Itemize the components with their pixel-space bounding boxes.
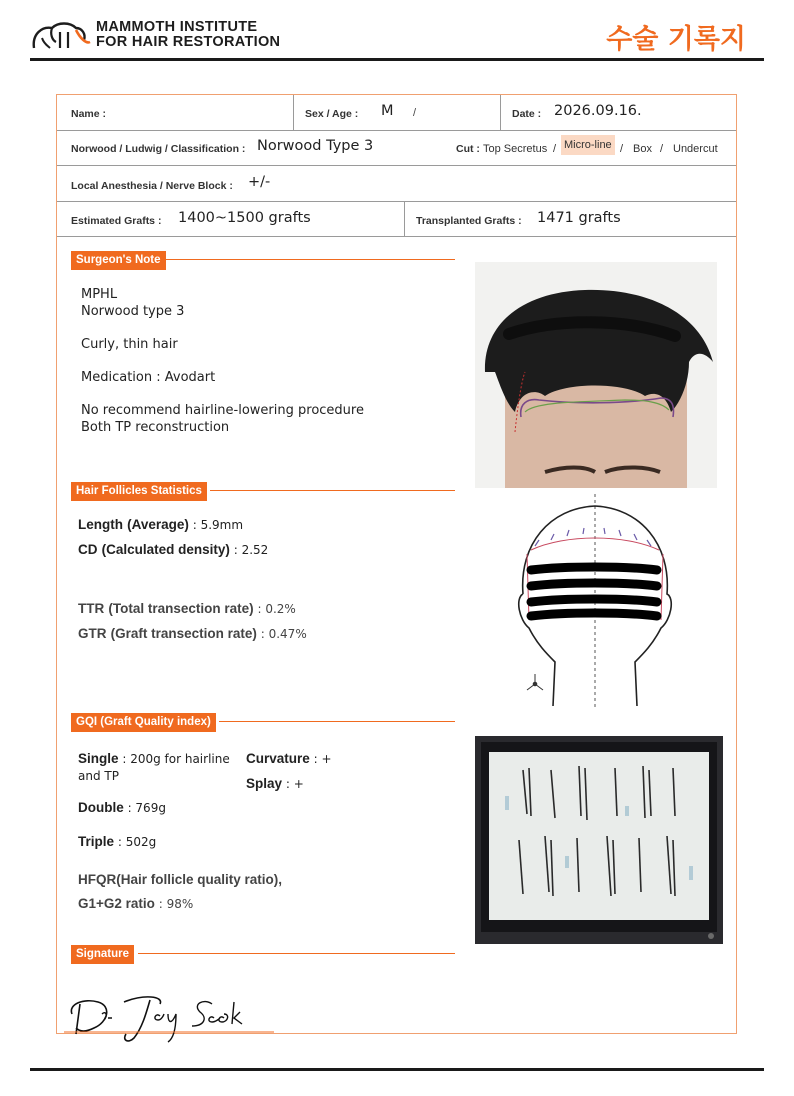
cut-option-undercut[interactable]: Undercut	[673, 143, 718, 155]
section-rule	[219, 721, 455, 722]
ttr-value: : 0.2%	[253, 602, 296, 616]
note-line: Medication : Avodart	[81, 370, 216, 385]
signature-header: Signature	[71, 945, 134, 964]
logo-line1: MAMMOTH INSTITUTE	[96, 19, 258, 35]
triple-value: : 502g	[114, 835, 157, 849]
curvature-stat	[246, 751, 332, 767]
single-label: Single	[78, 751, 119, 766]
note-line: Curly, thin hair	[81, 337, 178, 352]
single-stat	[78, 750, 240, 785]
section-rule	[165, 259, 455, 260]
name-label: Name :	[71, 108, 107, 120]
classification-label: Norwood / Ludwig / Classification :	[71, 143, 246, 155]
cut-option-micro-line[interactable]	[561, 139, 615, 151]
patient-hairline-photo	[475, 262, 717, 488]
anesthesia-field[interactable]: +/-	[248, 174, 271, 190]
hfqr-stat	[78, 896, 193, 912]
ttr-label: TTR	[78, 601, 105, 616]
hfqr-label: G1+G2 ratio	[78, 896, 155, 911]
cd-paren: (Calculated density)	[101, 542, 230, 557]
note-line: Norwood type 3	[81, 304, 185, 319]
length-value: : 5.9mm	[188, 518, 244, 532]
triple-label: Triple	[78, 834, 115, 849]
transplanted-grafts-field[interactable]: 1471 grafts	[537, 210, 621, 226]
cd-label: CD	[78, 542, 98, 557]
anesthesia-label: Local Anesthesia / Nerve Block :	[71, 180, 233, 192]
row-divider	[404, 202, 405, 236]
sex-field[interactable]: M	[381, 103, 394, 119]
double-value: : 769g	[123, 801, 166, 815]
cut-label: Cut :	[456, 143, 480, 155]
follicle-stats-header: Hair Follicles Statistics	[71, 482, 207, 501]
transplanted-grafts-label: Transplanted Grafts :	[416, 215, 522, 227]
surgeons-note-text[interactable]	[81, 286, 461, 436]
mammoth-logo-icon	[30, 20, 92, 52]
single-value: : 200g for hairline and TP	[78, 752, 230, 783]
section-rule	[138, 953, 455, 954]
triple-stat	[78, 834, 156, 850]
cut-option-selected-label: Micro-line	[561, 135, 615, 155]
section-rule	[210, 490, 455, 491]
surgeons-note-header: Surgeon's Note	[71, 251, 166, 270]
gtr-paren: (Graft transection rate)	[110, 626, 257, 641]
date-label: Date :	[512, 108, 542, 120]
cd-value: : 2.52	[229, 543, 269, 557]
page-title: 수술 기록지	[606, 24, 746, 55]
note-line: MPHL	[81, 287, 118, 302]
row-divider	[500, 95, 501, 130]
length-label: Length	[78, 517, 123, 532]
note-line: Both TP reconstruction	[81, 420, 230, 435]
double-stat	[78, 800, 166, 816]
footer-divider	[30, 1068, 764, 1071]
hfqr-title	[78, 872, 282, 888]
header-divider	[30, 58, 764, 61]
institute-name	[96, 20, 280, 50]
gtr-label: GTR	[78, 626, 107, 641]
note-spacer	[81, 320, 461, 336]
splay-value: : +	[282, 777, 304, 791]
note-spacer	[81, 386, 461, 402]
sex-age-label: Sex / Age :	[305, 108, 359, 120]
graft-microscope-photo	[475, 736, 723, 944]
row-divider	[293, 95, 294, 130]
date-field[interactable]: 2026.09.16.	[554, 103, 642, 119]
estimated-grafts-field[interactable]: 1400~1500 grafts	[178, 210, 311, 226]
note-spacer	[81, 353, 461, 369]
gqi-header: GQI (Graft Quality index)	[71, 713, 216, 732]
splay-label: Splay	[246, 776, 283, 791]
classification-field[interactable]: Norwood Type 3	[257, 138, 374, 154]
handwritten-signature	[64, 984, 274, 1050]
curvature-label: Curvature	[246, 751, 310, 766]
note-line: No recommend hairline-lowering procedure	[81, 403, 364, 418]
hfqr-value: : 98%	[154, 897, 194, 911]
ttr-stat	[78, 601, 296, 617]
cut-separator: /	[620, 143, 624, 155]
cut-separator: /	[553, 143, 557, 155]
hfqr-line1: HFQR(Hair follicle quality ratio),	[78, 872, 283, 887]
length-stat	[78, 517, 243, 533]
splay-stat	[246, 776, 304, 792]
age-separator: /	[413, 107, 417, 119]
cut-separator: /	[660, 143, 664, 155]
ttr-paren: (Total transection rate)	[108, 601, 254, 616]
length-paren: (Average)	[127, 517, 189, 532]
cut-option-box[interactable]: Box	[633, 143, 652, 155]
gtr-stat	[78, 626, 307, 642]
double-label: Double	[78, 800, 124, 815]
donor-area-diagram	[505, 494, 685, 714]
logo-line2: FOR HAIR RESTORATION	[96, 34, 281, 50]
gtr-value: : 0.47%	[256, 627, 307, 641]
cut-option-top-secretus[interactable]: Top Secretus	[483, 143, 548, 155]
estimated-grafts-label: Estimated Grafts :	[71, 215, 162, 227]
curvature-value: : +	[309, 752, 332, 766]
cd-stat	[78, 542, 268, 558]
